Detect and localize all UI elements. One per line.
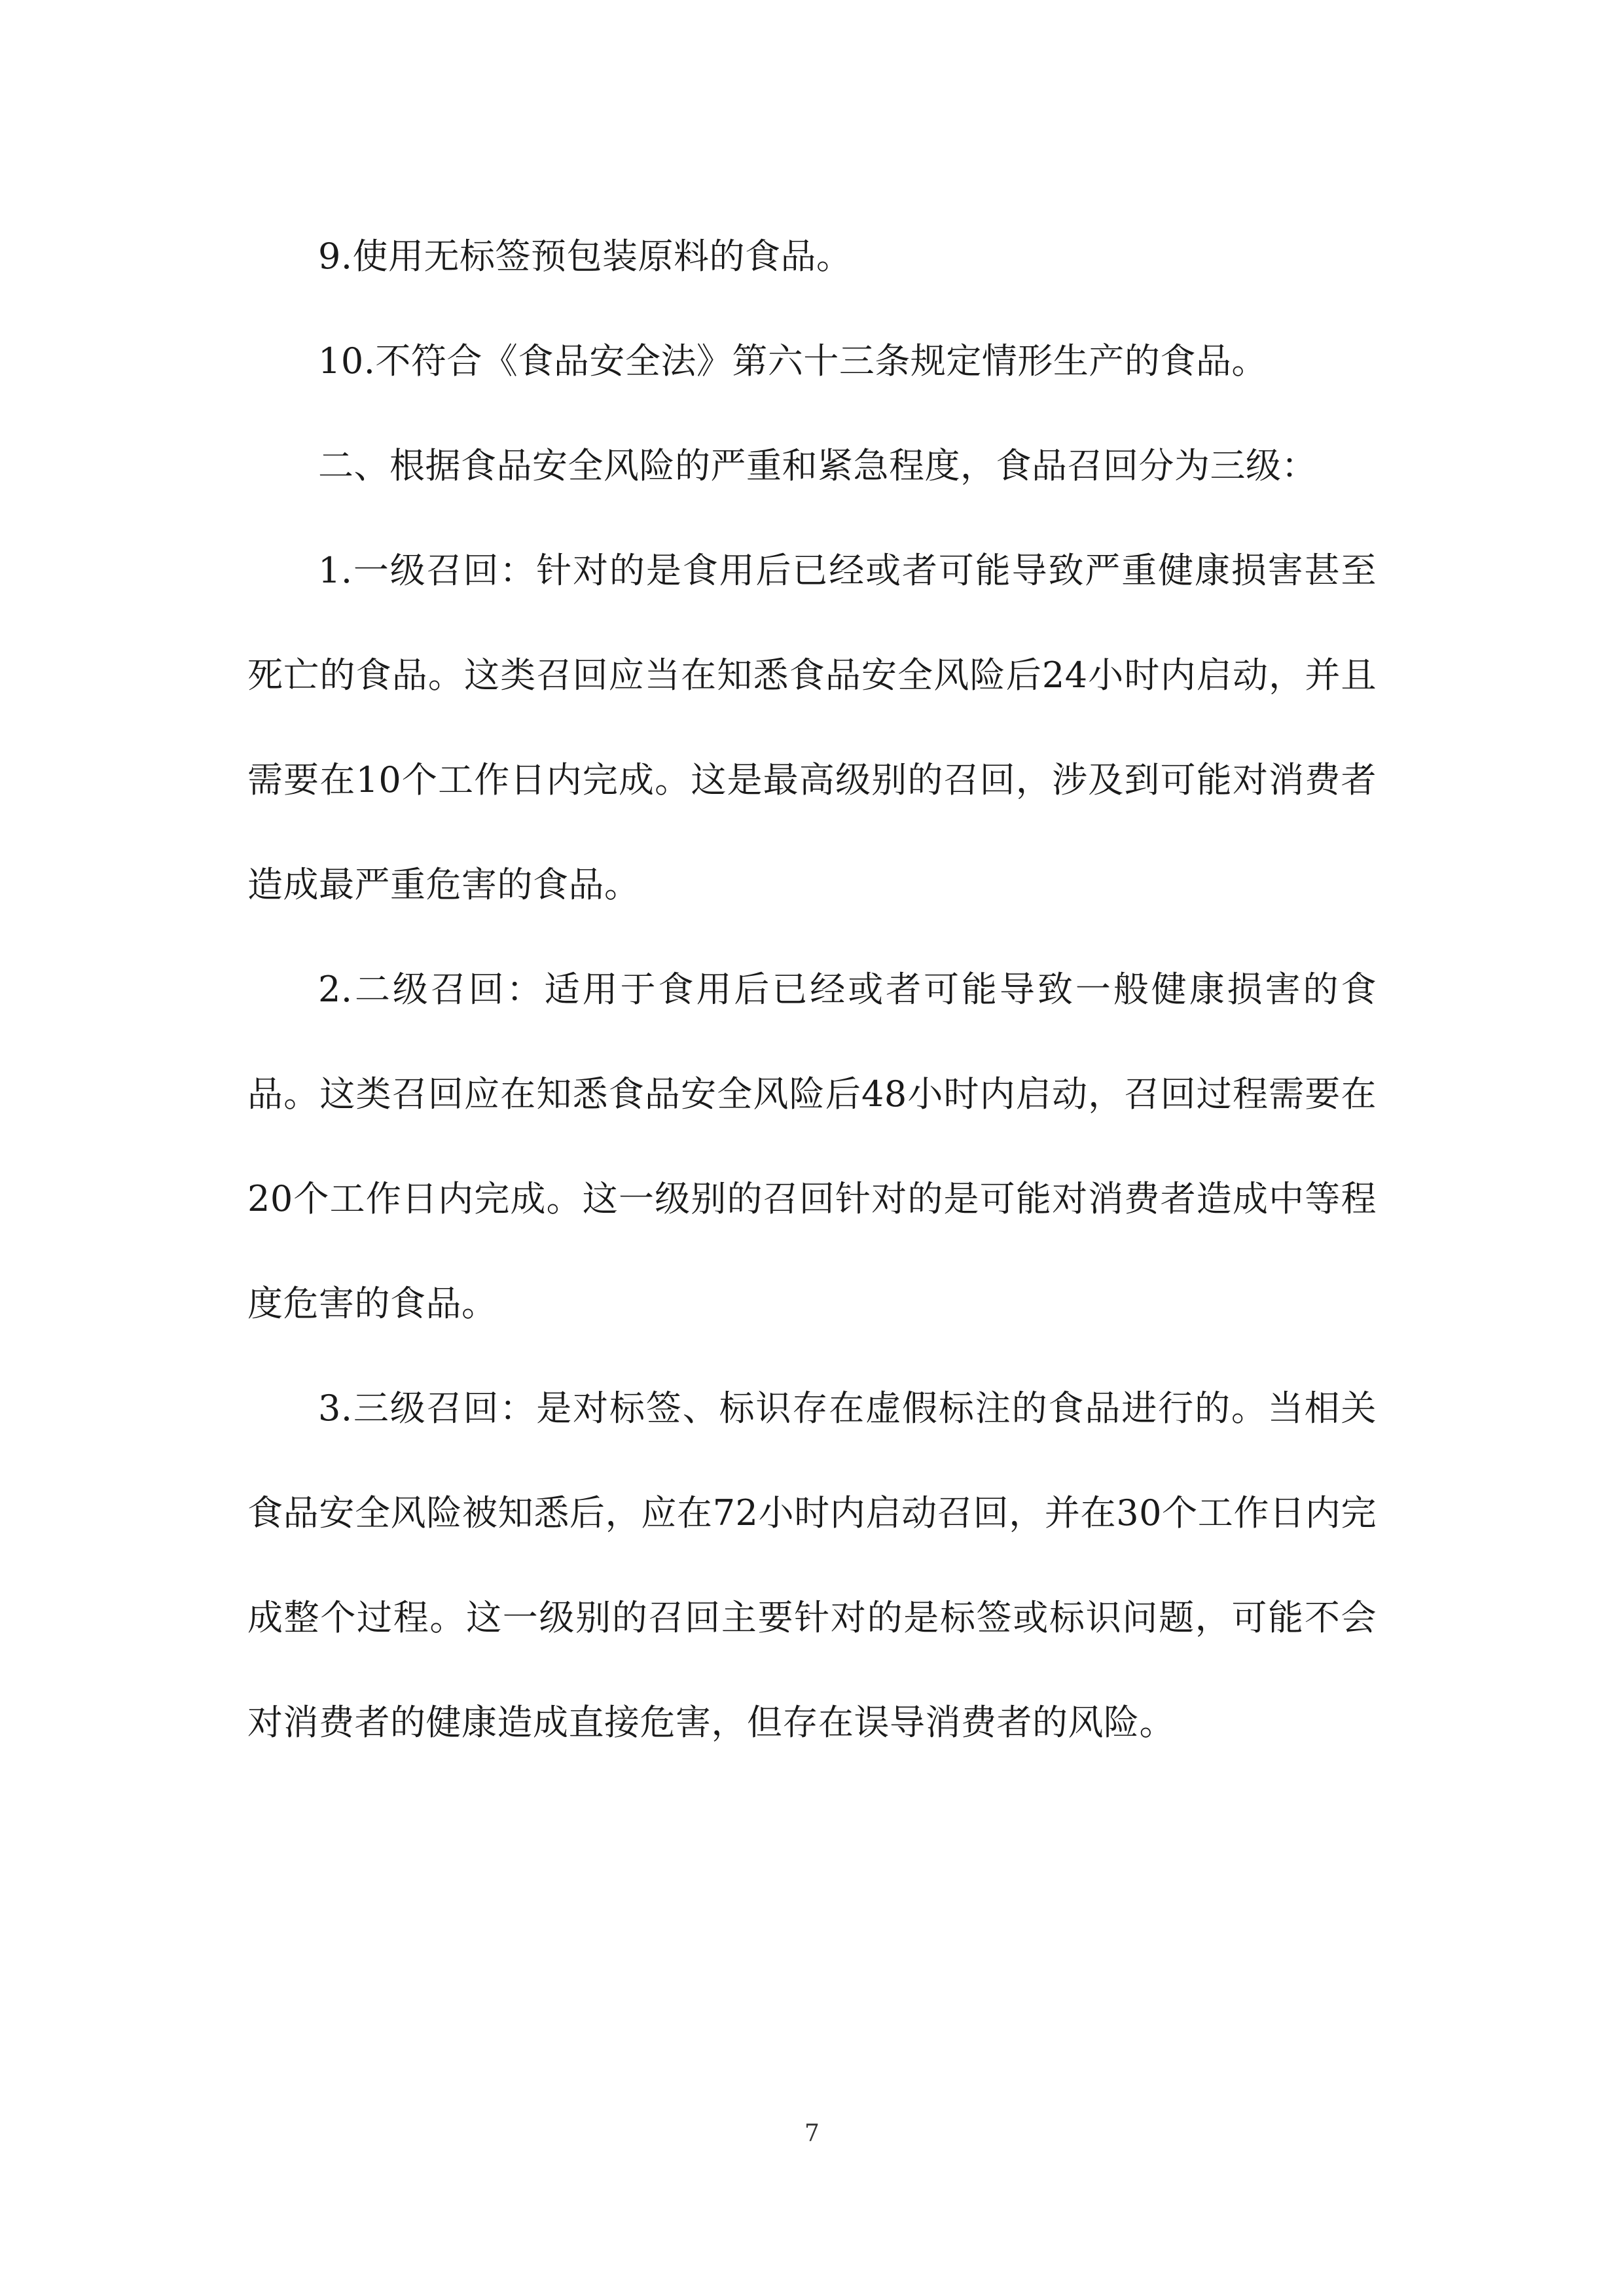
section-heading-recall-levels: 二、根据食品安全风险的严重和紧急程度，食品召回分为三级：	[318, 445, 1317, 486]
recall-level-2-paragraph: 2.二级召回：适用于食用后已经或者可能导致一般健康损害的食品。这类召回应在知悉食品安全风险后48小时内启动，召回过程需要在20个工作日内完成。这一级别的召回针对的是可能对消费者造成中等程度危害的食品。	[247, 969, 1377, 1324]
list-item-10: 10.不符合《食品安全法》第六十三条规定情形生产的食品。	[318, 340, 1267, 382]
list-item-9: 9.使用无标签预包装原料的食品。	[318, 236, 852, 277]
recall-level-1-paragraph: 1.一级召回：针对的是食用后已经或者可能导致严重健康损害甚至死亡的食品。这类召回应当在知悉食品安全风险后24小时内启动，并且需要在10个工作日内完成。这是最高级别的召回，涉及到可能对消费者造成最严重危害的食品。	[247, 550, 1377, 905]
body-text	[247, 204, 1377, 1775]
recall-level-3-paragraph: 3.三级召回：是对标签、标识存在虚假标注的食品进行的。当相关食品安全风险被知悉后，应在72小时内启动召回，并在30个工作日内完成整个过程。这一级别的召回主要针对的是标签或标识问题，可能不会对消费者的健康造成直接危害，但存在误导消费者的风险。	[247, 1388, 1377, 1743]
page-number: 7	[804, 2120, 820, 2147]
